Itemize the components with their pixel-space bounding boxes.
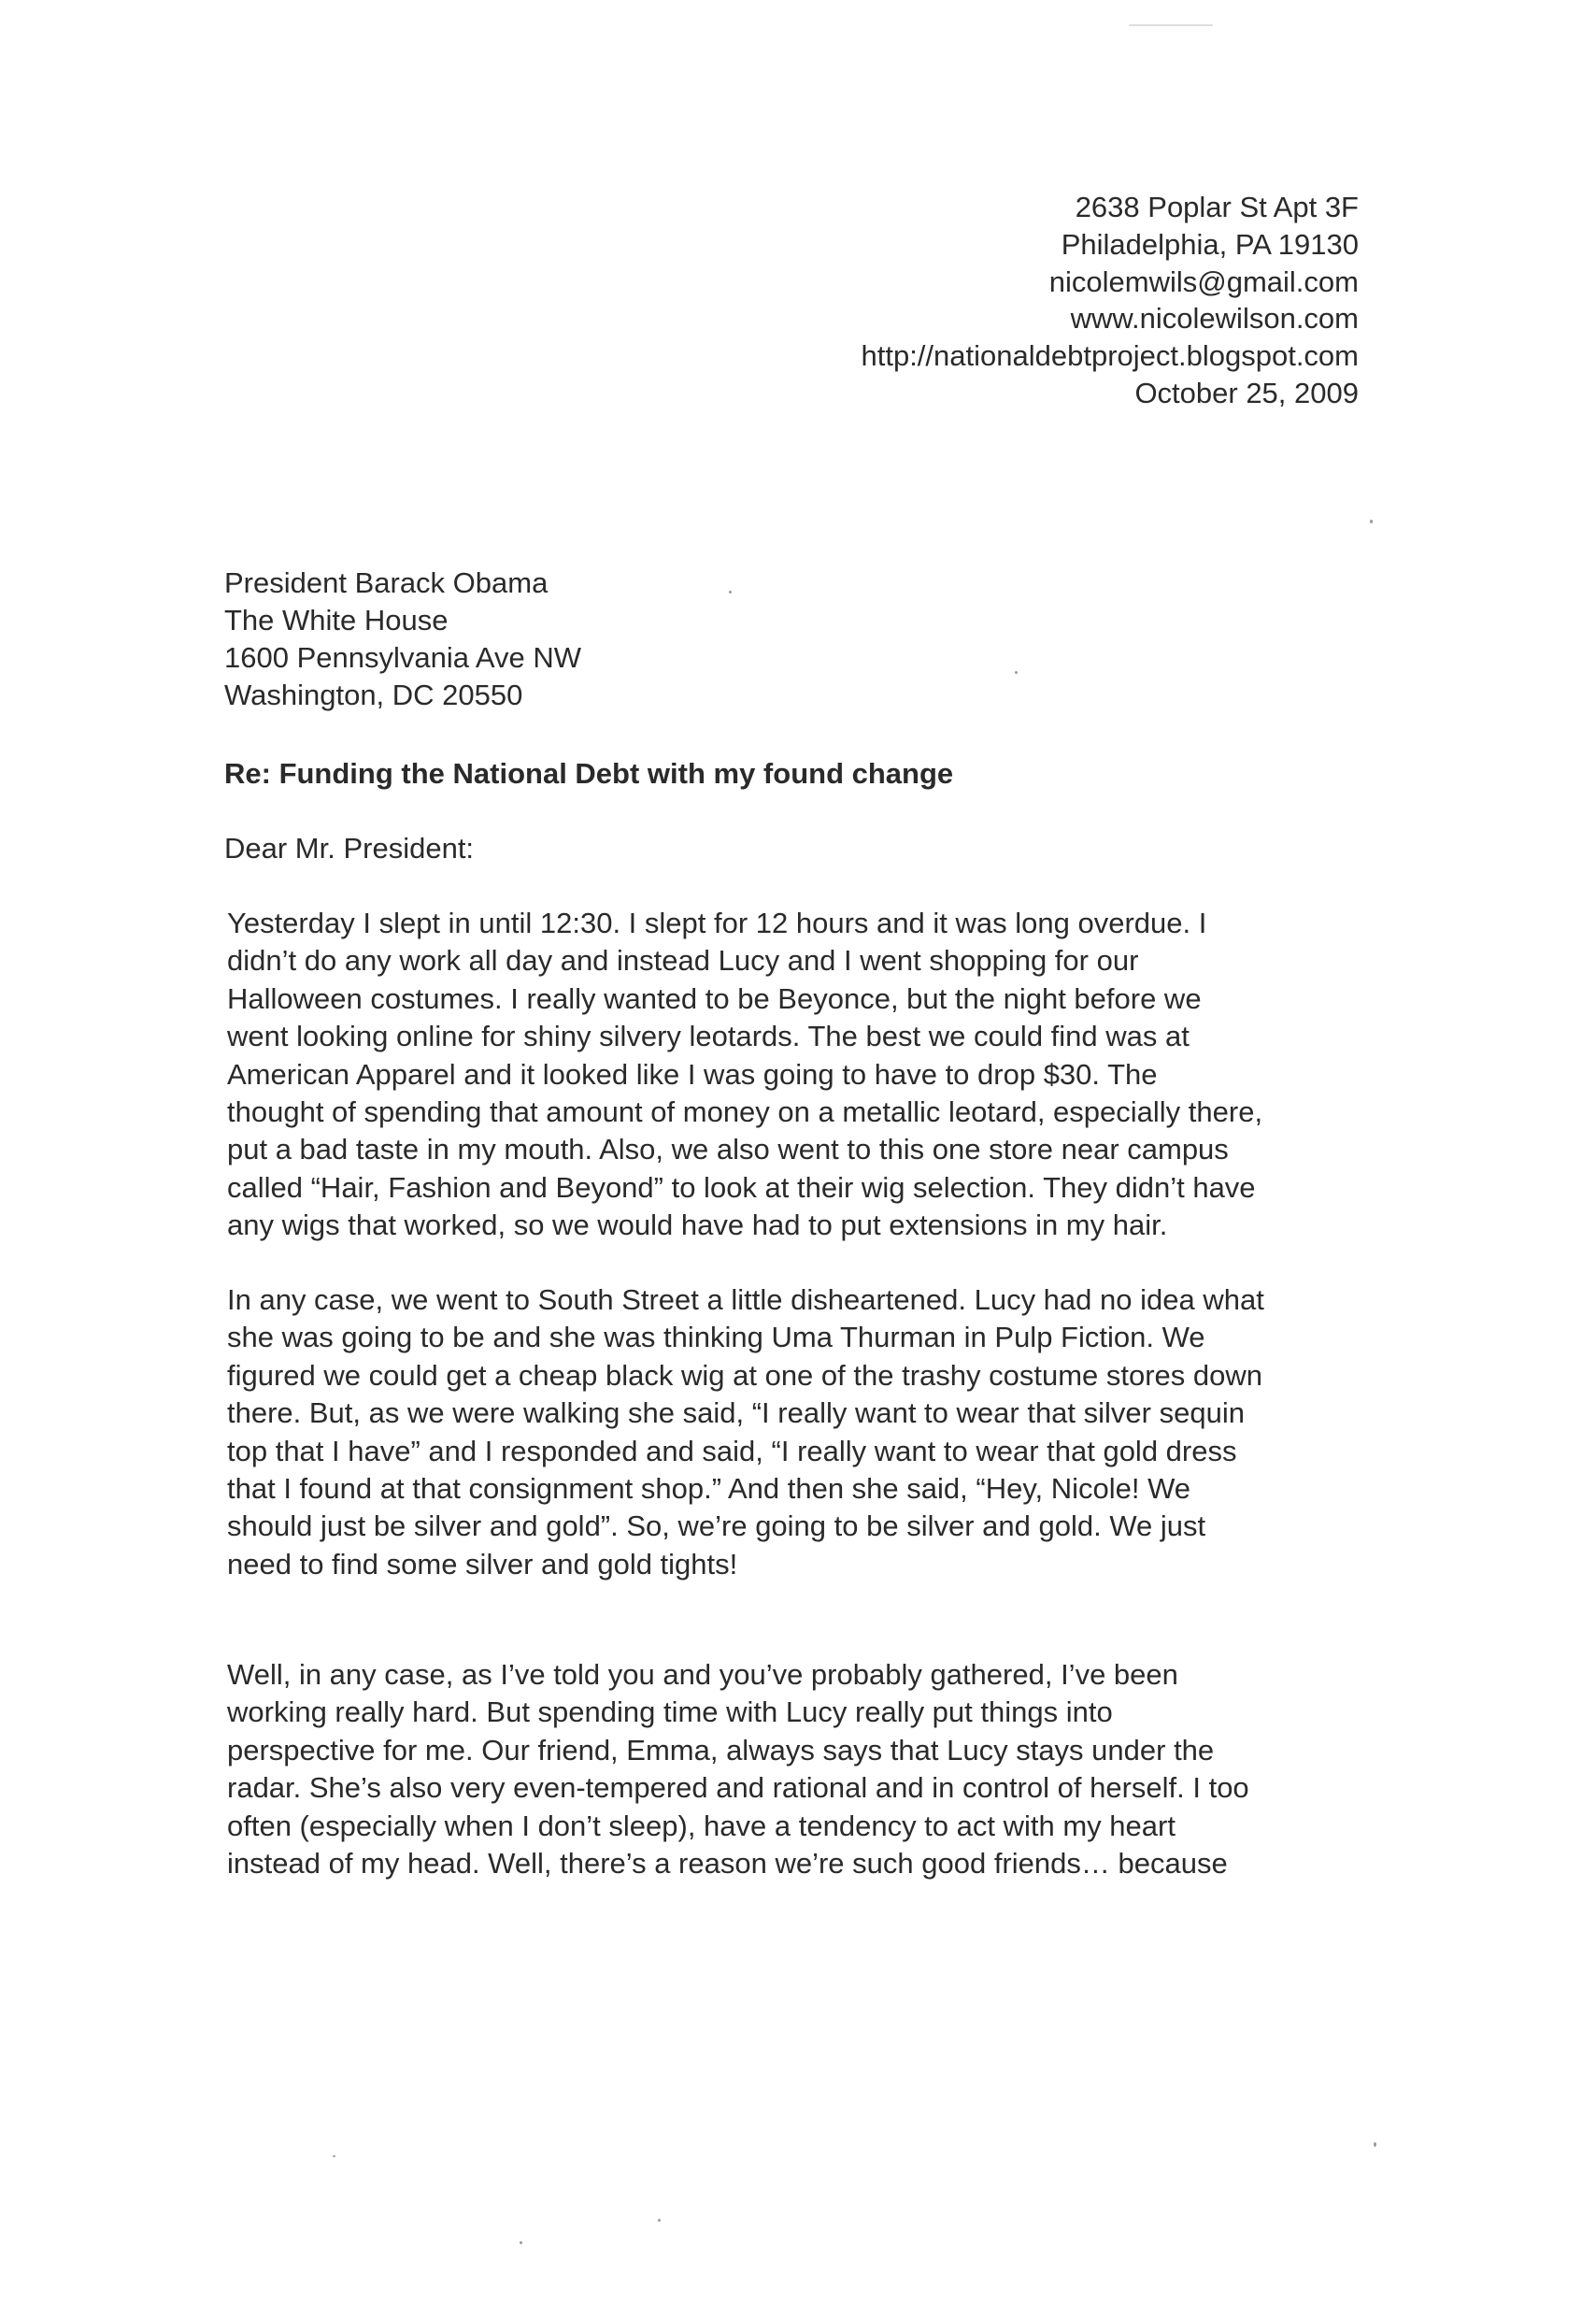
paragraph-line: she was going to be and she was thinking Uma Thurman in Pulp Fiction. We [227,1321,1205,1354]
paragraph-line: went looking online for shiny silvery leotards. The best we could find was at [227,1020,1190,1053]
paragraph-line: radar. She’s also very even-tempered and rational and in control of herself. I too [227,1771,1249,1805]
paragraph-line: that I found at that consignment shop.” And then she said, “Hey, Nicole! We [227,1472,1191,1506]
scan-speck [333,2155,335,2157]
paragraph-line: Yesterday I slept in until 12:30. I slept for 12 hours and it was long overdue. I [227,907,1207,939]
paragraph-line: thought of spending that amount of money on a metallic leotard, especially there, [227,1095,1263,1129]
scan-speck [1129,24,1213,26]
recipient-org: The White House [224,604,449,637]
paragraph-line: any wigs that worked, so we would have had to put extensions in my hair. [227,1209,1168,1242]
recipient-city: Washington, DC 20550 [224,679,523,711]
paragraph-line: put a bad taste in my mouth. Also, we also went to this one store near campus [227,1133,1229,1166]
scan-speck [1015,671,1018,674]
paragraph-line: should just be silver and gold”. So, we’re going to be silver and gold. We just [227,1509,1206,1543]
sender-address-block [861,189,1359,412]
paragraph-line: figured we could get a cheap black wig at one of the trashy costume stores down [227,1358,1263,1392]
paragraph-line: need to find some silver and gold tights! [227,1547,738,1581]
recipient-name: President Barack Obama [224,566,549,599]
body-paragraph-3 [227,1656,1249,1882]
paragraph-line: there. But, as we were walking she said, “I really want to wear that silver sequin [227,1396,1245,1430]
paragraph-line: perspective for me. Our friend, Emma, always says that Lucy stays under the [227,1733,1215,1767]
paragraph-line: In any case, we went to South Street a little disheartened. Lucy had no idea what [227,1283,1264,1316]
letter-date: October 25, 2009 [1134,376,1359,409]
paragraph-line: American Apparel and it looked like I was going to have to drop $30. The [227,1057,1158,1091]
sender-city: Philadelphia, PA 19130 [1061,227,1359,261]
scan-speck [1370,520,1373,523]
scan-speck [729,591,732,594]
paragraph-line: Well, in any case, as I’ve told you and you’ve probably gathered, I’ve been [227,1658,1178,1691]
recipient-street: 1600 Pennsylvania Ave NW [224,641,581,674]
sender-street: 2638 Poplar St Apt 3F [1075,191,1359,223]
scan-speck [520,2241,522,2244]
scan-speck [1374,2142,1376,2147]
sender-website: www.nicolewilson.com [1070,302,1359,336]
scan-speck [658,2219,661,2222]
recipient-address-block [224,565,581,714]
sender-blog: http://nationaldebtproject.blogspot.com [861,339,1359,373]
body-paragraph-2 [227,1281,1264,1583]
paragraph-line: top that I have” and I responded and said, “I really want to wear that gold dress [227,1434,1237,1467]
subject-line: Re: Funding the National Debt with my found change [224,757,954,790]
salutation: Dear Mr. President: [224,832,475,865]
paragraph-line: working really hard. But spending time with Lucy really put things into [227,1695,1113,1729]
paragraph-line: Halloween costumes. I really wanted to be Beyonce, but the night before we [227,981,1202,1015]
paragraph-line: instead of my head. Well, there’s a reason we’re such good friends… because [227,1847,1228,1881]
body-paragraph-1 [227,905,1262,1245]
paragraph-line: often (especially when I don’t sleep), have a tendency to act with my heart [227,1809,1176,1842]
paragraph-line: called “Hair, Fashion and Beyond” to look at their wig selection. They didn’t have [227,1170,1256,1204]
paragraph-line: didn’t do any work all day and instead Lucy and I went shopping for our [227,944,1139,978]
sender-email: nicolemwils@gmail.com [1048,265,1359,298]
